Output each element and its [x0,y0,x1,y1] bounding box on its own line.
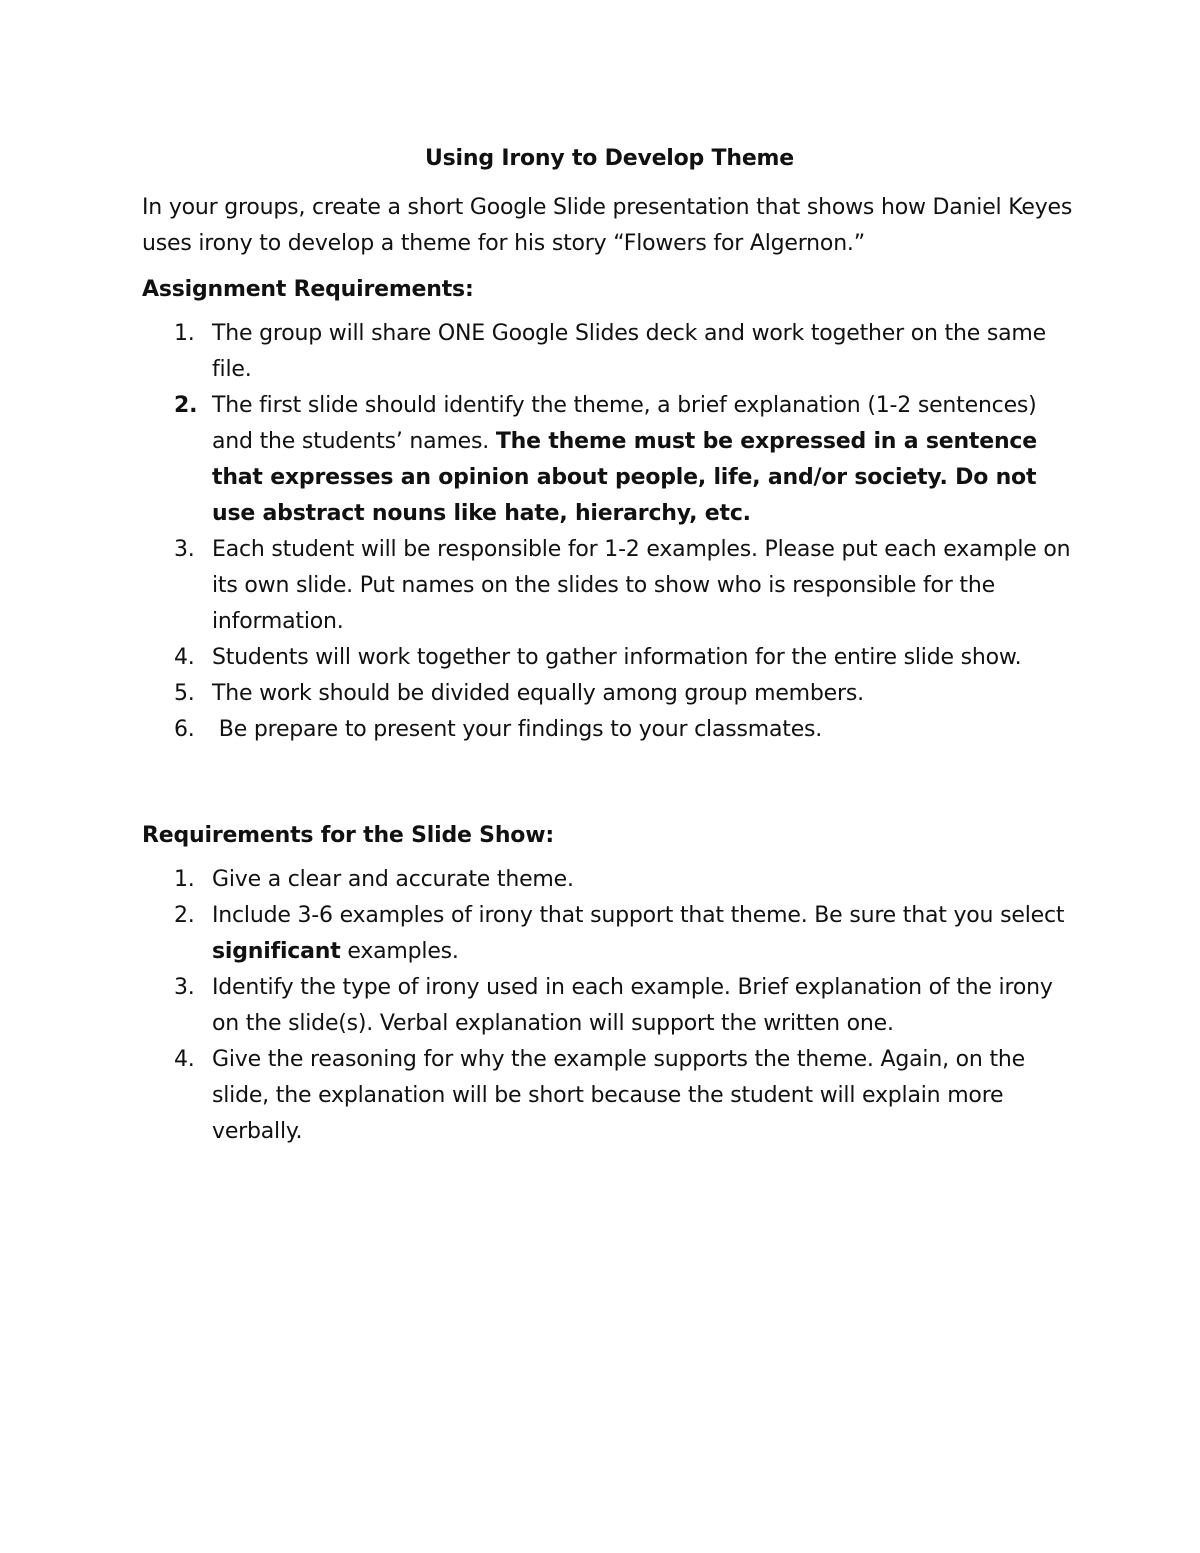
slideshow-item-3 [142,970,1077,1042]
list-item-text: examples. [340,939,459,964]
document-body [142,138,1077,1150]
list-number: 3. [174,975,195,1000]
list-number: 1. [174,867,195,892]
slideshow-item-2 [142,898,1077,970]
list-item-text: Include 3-6 examples of irony that support that theme. Be sure that you select [212,903,1065,928]
assignment-item-5 [142,676,1077,712]
list-item-text: The work should be divided equally among group members. [212,681,864,706]
slideshow-item-1 [142,862,1077,898]
page-title: Using Irony to Develop Theme [424,146,794,171]
assignment-item-3 [142,532,1077,640]
assignment-item-2 [142,388,1077,532]
list-item-text: Each student will be responsible for 1-2 examples. Please put each example on its own slide. Put names on the slides to show who is responsible for the information. [212,537,1071,634]
list-item-text: Give the reasoning for why the example supports the theme. Again, on the slide, the explanation will be short because the student will explain more verbally. [212,1047,1025,1144]
list-item-text: Be prepare to present your findings to your classmates. [212,717,823,742]
list-item-text: The group will share ONE Google Slides deck and work together on the same file. [212,321,1046,382]
list-number: 4. [174,1047,195,1072]
list-number: 6. [174,717,195,742]
assignment-requirements-list [142,316,1077,748]
slideshow-requirements-heading: Requirements for the Slide Show: [142,823,554,848]
slideshow-requirements-list [142,862,1077,1150]
list-number: 4. [174,645,195,670]
list-number: 2. [174,393,198,418]
slideshow-item-4 [142,1042,1077,1150]
assignment-item-1 [142,316,1077,388]
list-item-text: The first slide should identify the theme, a brief explanation (1-2 sentences) and the students’ names. [212,393,1037,454]
list-number: 2. [174,903,195,928]
assignment-requirements-heading: Assignment Requirements: [142,277,474,302]
list-item-bold-text: significant [212,939,341,964]
list-item-text: Students will work together to gather information for the entire slide show. [212,645,1022,670]
list-item-text: Identify the type of irony used in each example. Brief explanation of the irony on the slide(s). Verbal explanation will support the written one. [212,975,1053,1036]
list-number: 1. [174,321,195,346]
list-item-bold-text: The theme must be expressed in a sentence that expresses an opinion about people, life, and/or society. Do not use abstract nouns like hate, hierarchy, etc. [212,429,1037,526]
assignment-item-6 [142,712,1077,748]
intro-paragraph: In your groups, create a short Google Slide presentation that shows how Daniel Keyes uses irony to develop a theme for his story “Flowers for Algernon.” [142,195,1073,256]
list-number: 5. [174,681,195,706]
assignment-item-4 [142,640,1077,676]
list-item-text: Give a clear and accurate theme. [212,867,574,892]
list-number: 3. [174,537,195,562]
